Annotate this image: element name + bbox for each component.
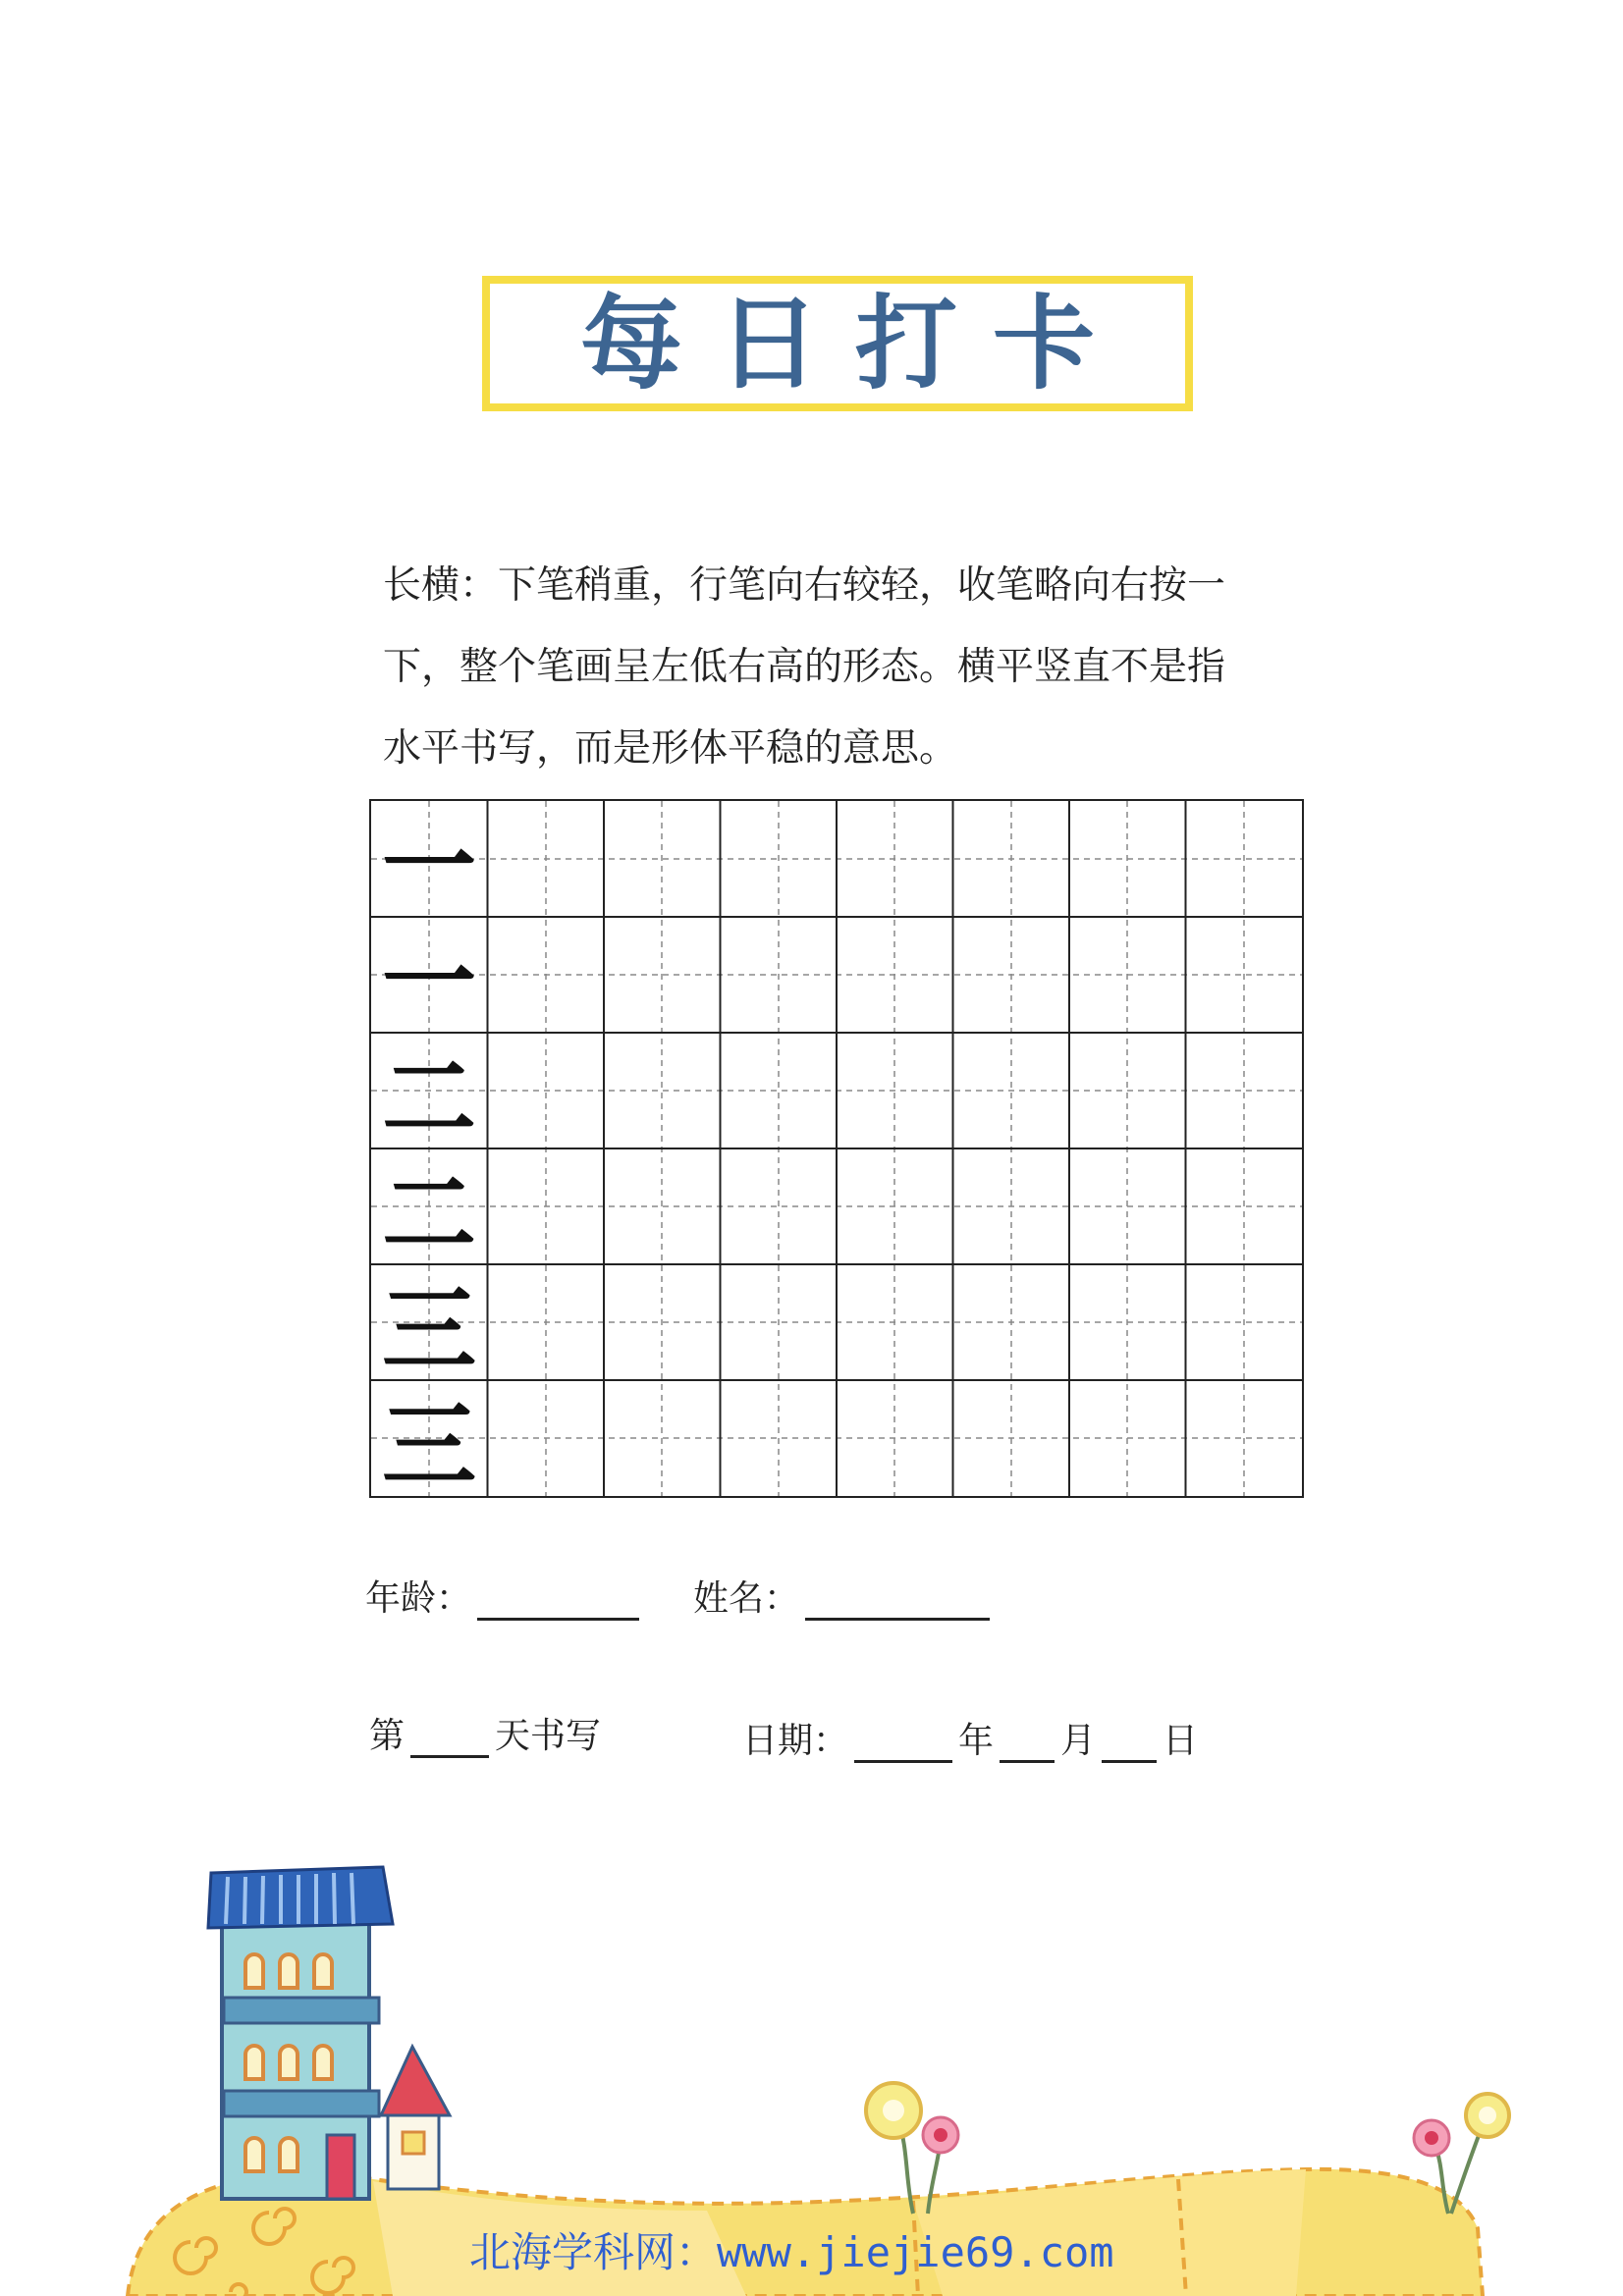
day-suffix: 天书写 xyxy=(495,1716,602,1756)
day-label: 日 xyxy=(1163,1721,1199,1761)
date-field[interactable] xyxy=(742,1713,1198,1763)
day-count-blank[interactable] xyxy=(410,1720,489,1758)
footer-website[interactable]: 北海学科网：www.jiejie69.com xyxy=(469,2228,1114,2276)
title-box xyxy=(482,276,1193,411)
example-char-1: 一 xyxy=(382,810,476,922)
age-label: 年龄： xyxy=(365,1578,472,1619)
age-blank[interactable] xyxy=(477,1582,639,1621)
practice-grid[interactable] xyxy=(369,799,1304,1501)
name-label: 姓名： xyxy=(693,1578,800,1619)
description-line-2: 下，整个笔画呈左低右高的形态。横平竖直不是指 xyxy=(383,645,1226,689)
day-blank[interactable] xyxy=(1102,1725,1157,1763)
date-label: 日期： xyxy=(742,1721,849,1761)
day-count-field[interactable] xyxy=(369,1708,601,1758)
grid-lines xyxy=(371,801,1302,1501)
age-field[interactable] xyxy=(365,1571,645,1621)
description-line-3: 水平书写，而是形体平稳的意思。 xyxy=(383,726,958,771)
month-blank[interactable] xyxy=(1000,1725,1055,1763)
example-char-2: 一 xyxy=(382,926,476,1038)
year-label: 年 xyxy=(958,1721,995,1761)
page-title: 每日打卡 xyxy=(579,284,1130,403)
name-field[interactable] xyxy=(693,1571,996,1621)
month-label: 月 xyxy=(1060,1721,1097,1761)
description-line-1: 长横：下笔稍重，行笔向右较轻，收笔略向右按一 xyxy=(383,563,1226,608)
tower-illustration xyxy=(208,1867,450,2199)
name-blank[interactable] xyxy=(805,1582,990,1621)
day-prefix: 第 xyxy=(369,1716,406,1756)
example-char-5: 三 xyxy=(382,1273,476,1385)
example-char-6: 三 xyxy=(382,1389,476,1501)
example-char-3: 二 xyxy=(382,1041,476,1153)
year-blank[interactable] xyxy=(854,1725,952,1763)
stroke-description xyxy=(383,545,1306,789)
example-char-4: 二 xyxy=(382,1157,476,1269)
